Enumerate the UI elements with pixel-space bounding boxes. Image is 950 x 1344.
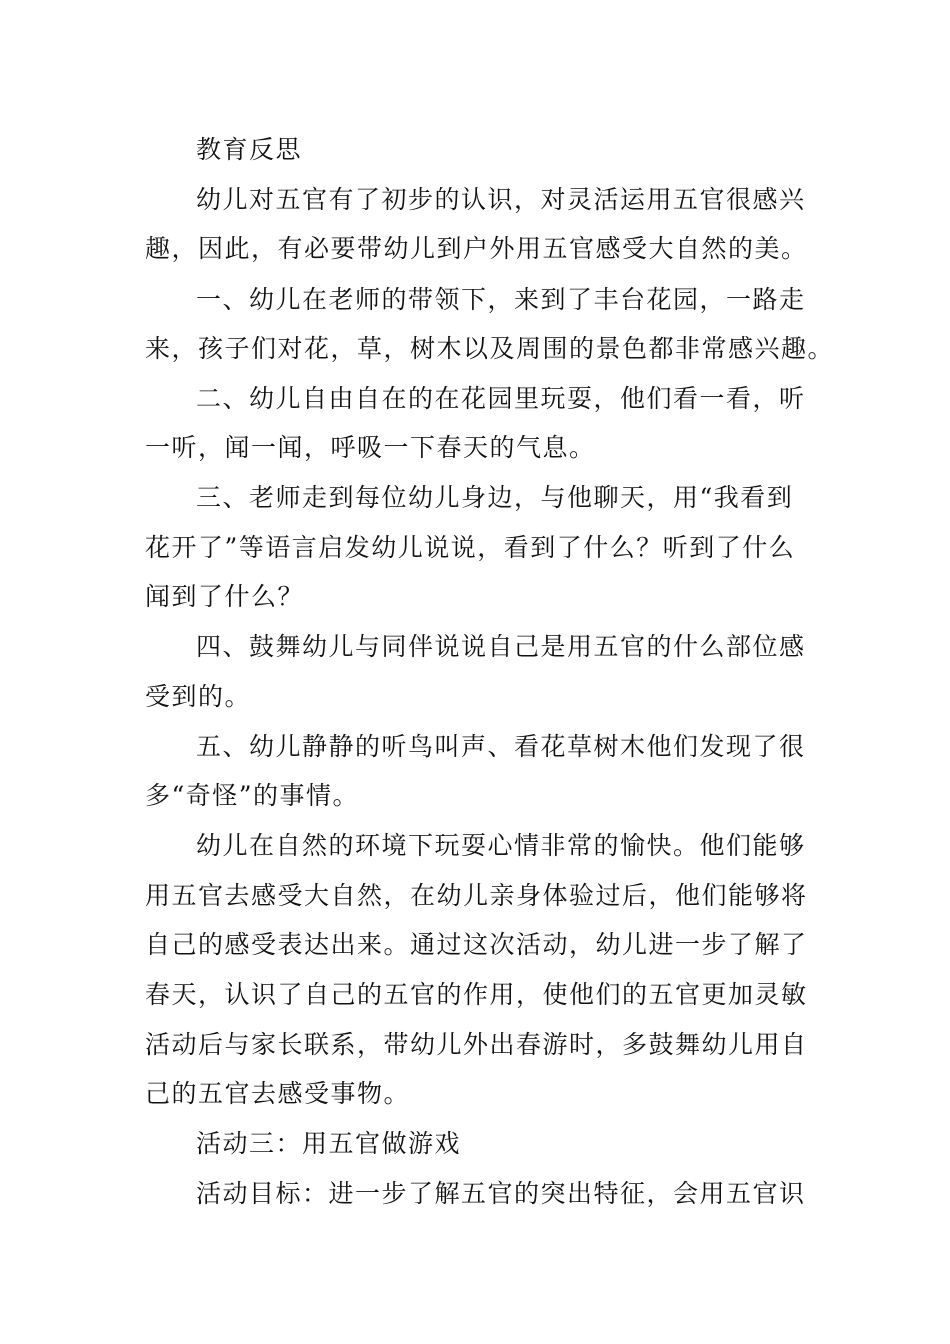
- paragraph-line: 多“奇怪”的事情。: [145, 781, 360, 810]
- paragraph-line: 活动目标：进一步了解五官的突出特征，会用五官识: [196, 1179, 806, 1208]
- paragraph-line: 幼儿对五官有了初步的认识，对灵活运用五官很感兴: [196, 185, 806, 214]
- paragraph-line: 幼儿在自然的环境下玩耍心情非常的愉快。他们能够: [196, 831, 806, 860]
- paragraph-line: 闻到了什么？: [145, 582, 305, 611]
- paragraph-line: 己的五官去感受事物。: [145, 1079, 411, 1108]
- section-heading: 活动三：用五官做游戏: [196, 1129, 462, 1158]
- paragraph-line: 趣，因此，有必要带幼儿到户外用五官感受大自然的美。: [145, 234, 808, 263]
- paragraph-line: 五、幼儿静静的听鸟叫声、看花草树木他们发现了很: [196, 732, 806, 761]
- paragraph-line: 自己的感受表达出来。通过这次活动，幼儿进一步了解了: [145, 930, 808, 959]
- section-heading: 教育反思: [196, 135, 303, 164]
- paragraph-line: 一、幼儿在老师的带领下，来到了丰台花园，一路走: [196, 285, 806, 314]
- paragraph-line: 春天，认识了自己的五官的作用，使他们的五官更加灵敏: [145, 980, 808, 1009]
- paragraph-line: 来，孩子们对花，草，树木以及周围的景色都非常感兴趣。: [145, 334, 835, 363]
- paragraph-line: 二、幼儿自由自在的在花园里玩耍，他们看一看，听: [196, 384, 806, 413]
- paragraph-line: 四、鼓舞幼儿与同伴说说自己是用五官的什么部位感: [196, 632, 806, 661]
- paragraph-line: 受到的。: [145, 682, 252, 711]
- paragraph-line: 三、老师走到每位幼儿身边，与他聊天，用“我看到: [196, 483, 794, 512]
- paragraph-line: 用五官去感受大自然，在幼儿亲身体验过后，他们能够将: [145, 881, 808, 910]
- paragraph-line: 花开了”等语言启发幼儿说说，看到了什么？听到了什么: [145, 533, 796, 562]
- paragraph-line: 活动后与家长联系，带幼儿外出春游时，多鼓舞幼儿用自: [145, 1030, 808, 1059]
- paragraph-line: 一听，闻一闻，呼吸一下春天的气息。: [145, 433, 596, 462]
